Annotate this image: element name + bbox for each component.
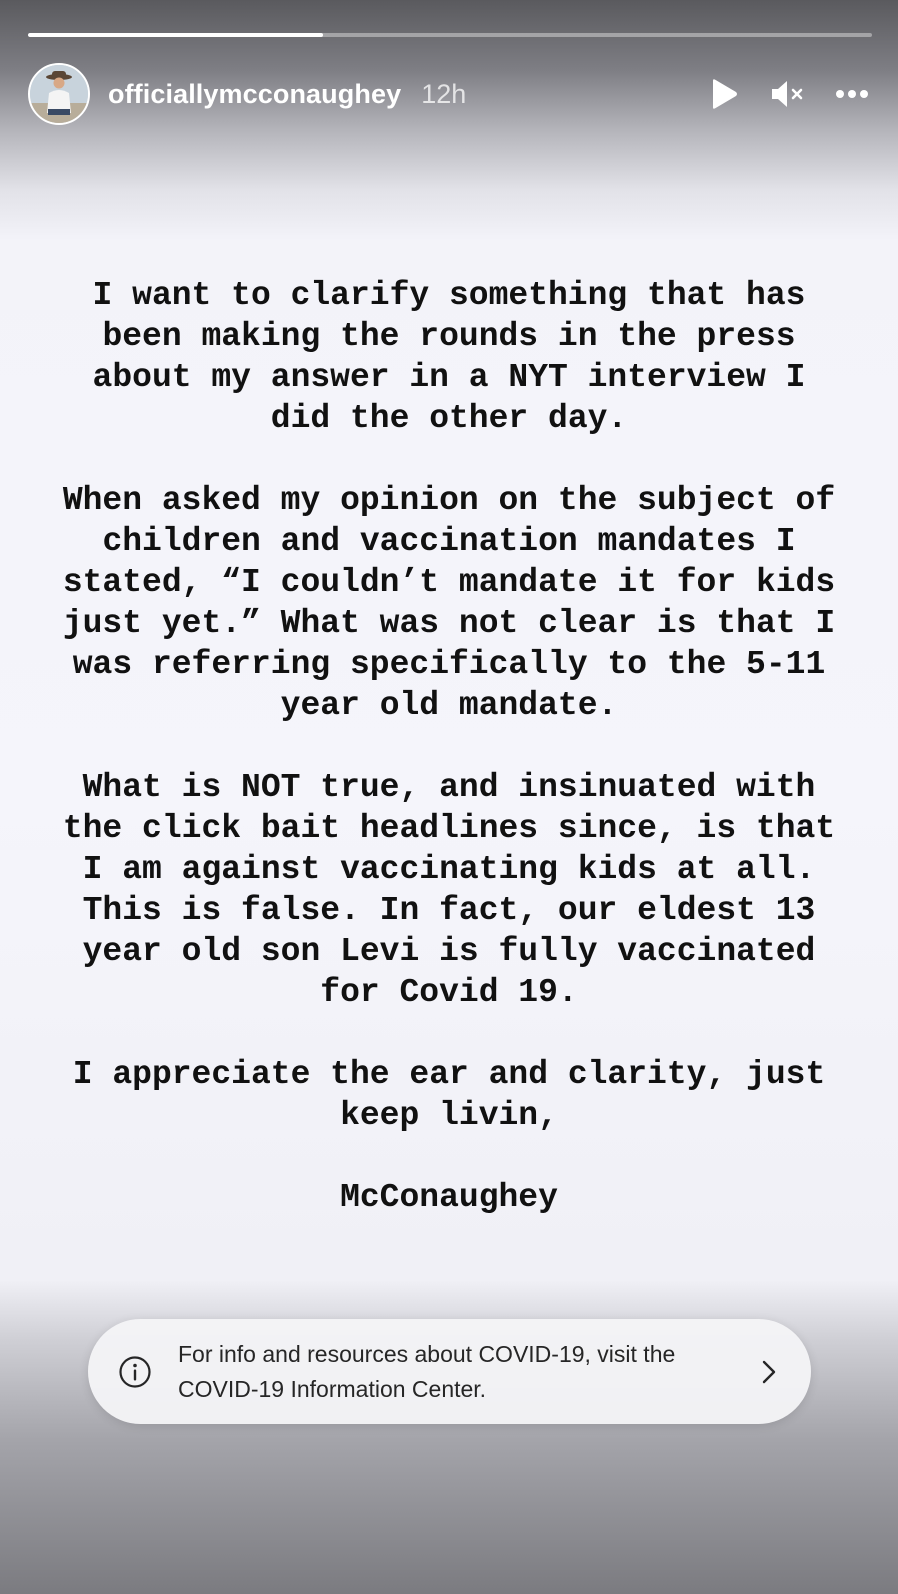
more-icon bbox=[835, 89, 869, 99]
covid-info-banner[interactable] bbox=[88, 1319, 811, 1424]
chevron-right-icon bbox=[759, 1358, 779, 1386]
paragraph-closing: I appreciate the ear and clarity, just keep livin, bbox=[72, 1056, 826, 1134]
play-icon bbox=[709, 78, 739, 110]
paragraph-clarification: I want to clarify something that has been making the rounds in the press about my answer in a NYT interview I did the other day. bbox=[92, 277, 806, 437]
profile-photo-icon bbox=[30, 65, 88, 123]
story-controls bbox=[704, 74, 872, 114]
story-text-content bbox=[60, 275, 838, 1218]
timestamp: 12h bbox=[421, 78, 467, 109]
info-icon bbox=[118, 1355, 152, 1389]
story-progress-fill bbox=[28, 33, 323, 37]
speaker-muted-icon bbox=[770, 78, 806, 110]
signature: McConaughey bbox=[340, 1179, 558, 1216]
username[interactable]: officiallymcconaughey bbox=[108, 78, 402, 109]
avatar[interactable] bbox=[28, 63, 90, 125]
mute-button[interactable] bbox=[768, 74, 808, 114]
story-header bbox=[28, 62, 872, 126]
covid-banner-text: For info and resources about COVID-19, visit the COVID-19 Information Center. bbox=[178, 1340, 676, 1402]
paragraph-not-true: What is NOT true, and insinuated with the click bait headlines since, is that I am against vaccinating kids at all. This is false. In fact, our eldest 13 year old son Levi is fully vaccinated for Covid 19. bbox=[62, 769, 836, 1011]
more-options-button[interactable] bbox=[832, 74, 872, 114]
paragraph-opinion: When asked my opinion on the subject of children and vaccination mandates I stated, “I couldn’t mandate it for kids just yet.” What was not clear is that I was referring specifically to the 5-11 year old mandate. bbox=[62, 482, 836, 724]
story-progress-bar bbox=[28, 33, 872, 37]
play-button[interactable] bbox=[704, 74, 744, 114]
